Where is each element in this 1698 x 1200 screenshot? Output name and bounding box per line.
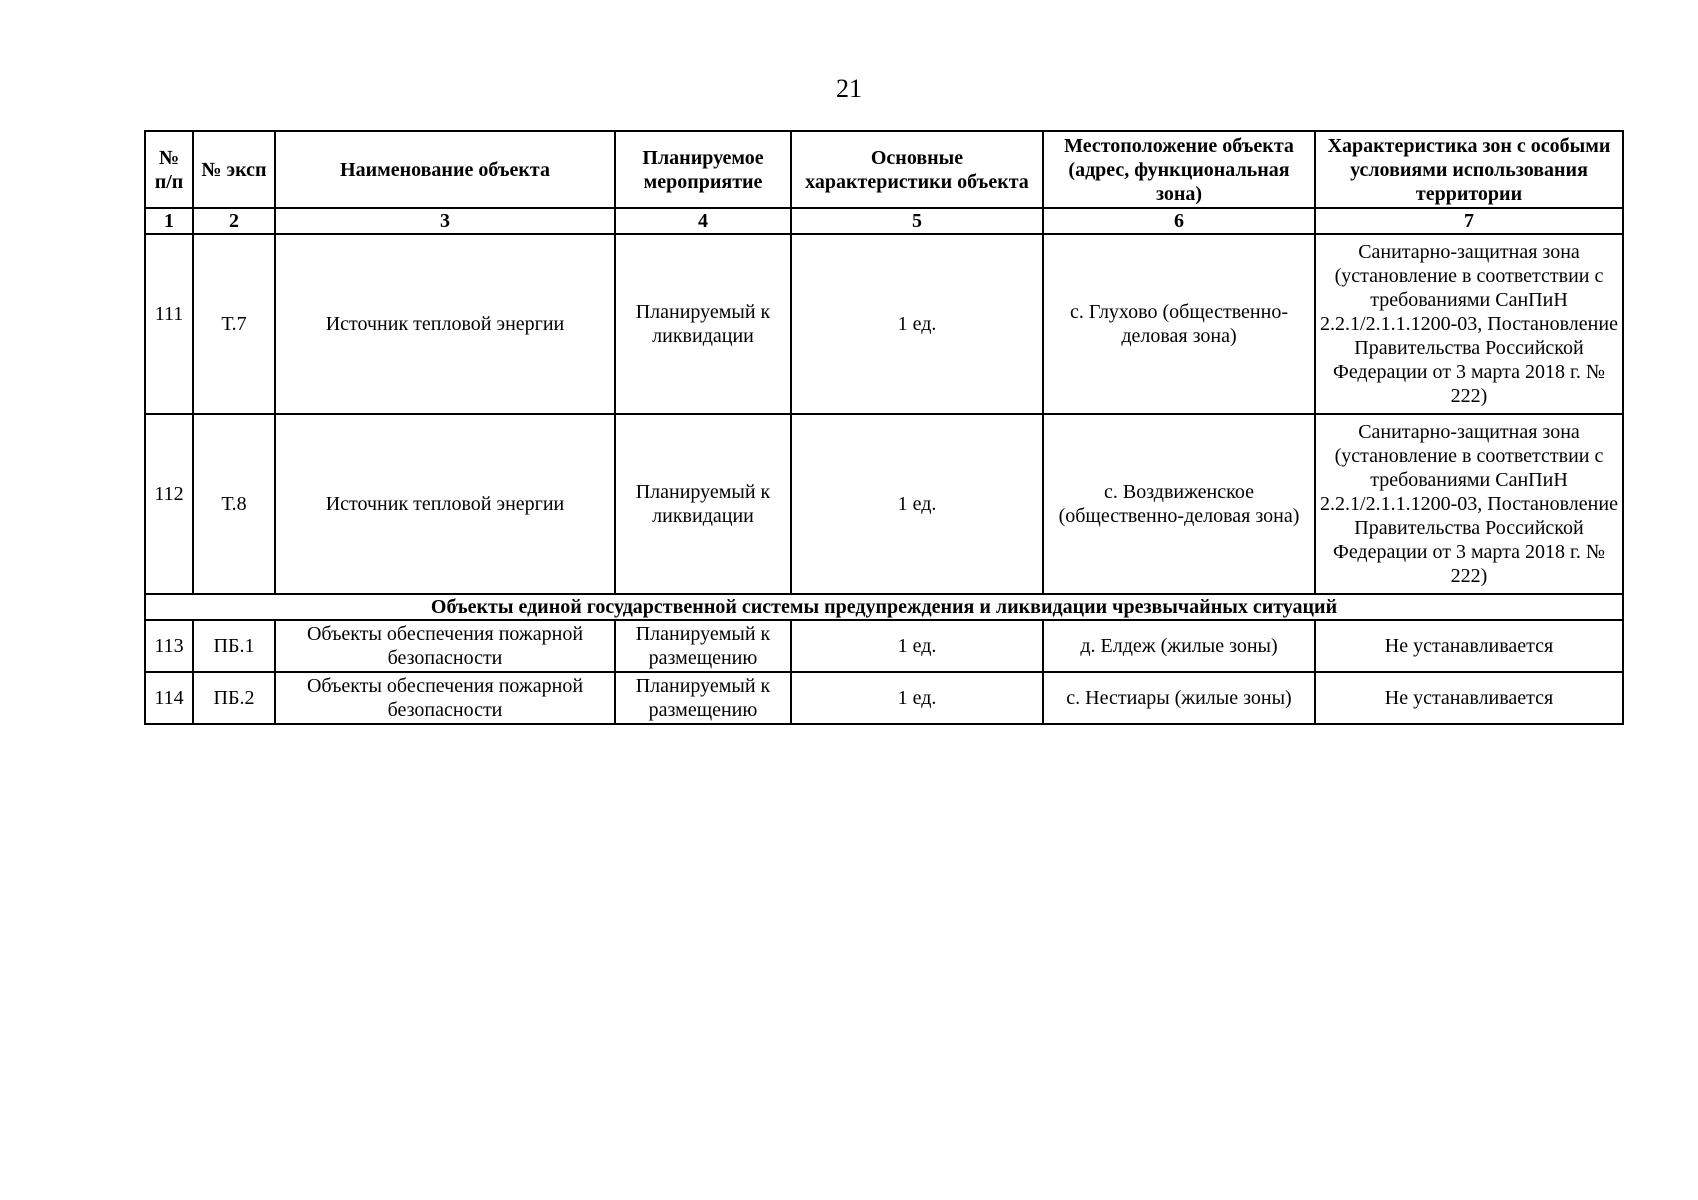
object-name: Объекты обеспечения пожарной безопасности	[275, 620, 615, 672]
column-number-row	[145, 208, 1623, 234]
table-row	[145, 620, 1623, 672]
row-number: 111	[145, 234, 193, 414]
header-cell: Местоположение объекта (адрес, функциональная зона)	[1043, 131, 1315, 208]
planned-action: Планируемый к размещению	[615, 620, 791, 672]
row-number: 112	[145, 414, 193, 594]
table-row	[145, 234, 1623, 414]
zone-characteristics: Не устанавливается	[1315, 672, 1623, 724]
column-number: 6	[1043, 208, 1315, 234]
column-number: 1	[145, 208, 193, 234]
section-heading-row	[145, 594, 1623, 620]
object-characteristics: 1 ед.	[791, 620, 1043, 672]
object-location: с. Воздвиженское (общественно-деловая зона)	[1043, 414, 1315, 594]
object-name: Источник тепловой энергии	[275, 414, 615, 594]
header-cell: Характеристика зон с особыми условиями использования территории	[1315, 131, 1623, 208]
column-number: 5	[791, 208, 1043, 234]
exp-number: ПБ.1	[193, 620, 275, 672]
zone-characteristics: Санитарно-защитная зона (установление в соответствии с требованиями СанПиН 2.2.1/2.1.1.1200-03, Постановление Правительства Российской Федерации от 3 марта 2018 г. № 222)	[1315, 414, 1623, 594]
zone-characteristics: Санитарно-защитная зона (установление в соответствии с требованиями СанПиН 2.2.1/2.1.1.1200-03, Постановление Правительства Российской Федерации от 3 марта 2018 г. № 222)	[1315, 234, 1623, 414]
planned-action: Планируемый к ликвидации	[615, 414, 791, 594]
object-name: Объекты обеспечения пожарной безопасности	[275, 672, 615, 724]
header-cell: № п/п	[145, 131, 193, 208]
exp-number: ПБ.2	[193, 672, 275, 724]
planned-action: Планируемый к ликвидации	[615, 234, 791, 414]
zone-characteristics: Не устанавливается	[1315, 620, 1623, 672]
table-header-row	[145, 131, 1623, 208]
table-row	[145, 414, 1623, 594]
header-cell: Основные характеристики объекта	[791, 131, 1043, 208]
column-number: 7	[1315, 208, 1623, 234]
object-name: Источник тепловой энергии	[275, 234, 615, 414]
table-row	[145, 672, 1623, 724]
row-number: 113	[145, 620, 193, 672]
objects-table	[144, 130, 1624, 725]
object-location: с. Нестиары (жилые зоны)	[1043, 672, 1315, 724]
row-number: 114	[145, 672, 193, 724]
column-number: 4	[615, 208, 791, 234]
section-title: Объекты единой государственной системы предупреждения и ликвидации чрезвычайных ситуаций	[145, 594, 1623, 620]
exp-number: Т.8	[193, 414, 275, 594]
object-characteristics: 1 ед.	[791, 672, 1043, 724]
exp-number: Т.7	[193, 234, 275, 414]
column-number: 3	[275, 208, 615, 234]
header-cell: Наименование объекта	[275, 131, 615, 208]
header-cell: № эксп	[193, 131, 275, 208]
object-location: д. Елдеж (жилые зоны)	[1043, 620, 1315, 672]
object-characteristics: 1 ед.	[791, 414, 1043, 594]
object-location: с. Глухово (общественно-деловая зона)	[1043, 234, 1315, 414]
header-cell: Планируемое мероприятие	[615, 131, 791, 208]
column-number: 2	[193, 208, 275, 234]
page-number: 21	[836, 74, 862, 103]
planned-action: Планируемый к размещению	[615, 672, 791, 724]
object-characteristics: 1 ед.	[791, 234, 1043, 414]
